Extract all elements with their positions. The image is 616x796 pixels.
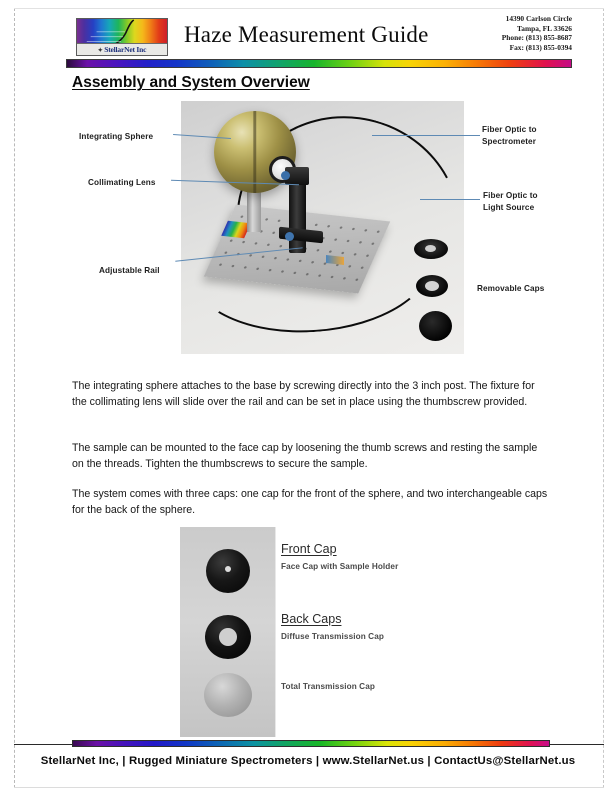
footer [0,755,616,767]
document-header [66,14,572,62]
cap-subtitle-total: Total Transmission Cap [281,682,375,691]
cap-image-front [206,549,250,593]
cap-title-back: Back Caps [281,612,342,626]
footer-separator-3: | [427,755,431,767]
callout-integrating-sphere: Integrating Sphere [79,132,154,141]
callout-fiber-spectrometer [482,124,537,147]
margin-guide-left [14,8,15,788]
callout-fiber-light-source [483,190,538,213]
logo-star-icon: ✦ [97,48,103,54]
callout-adjustable-rail: Adjustable Rail [99,266,160,275]
callout-fiber-spectrometer-line2: Spectrometer [482,136,536,146]
caps-photo [180,527,276,737]
callout-fiber-spectrometer-line1: Fiber Optic to [482,125,537,134]
footer-tagline: Rugged Miniature Spectrometers [128,755,313,767]
leader-line-fiber-spectrometer [372,135,480,136]
callout-fiber-light-source-line1: Fiber Optic to [483,191,538,200]
cap-title-front: Front Cap [281,542,337,556]
header-spectrum-divider [66,59,572,68]
contact-street: 14390 Carlson Circle [505,14,572,23]
contact-city: Tampa, FL 33626 [517,23,572,33]
margin-guide-bottom [14,787,604,788]
stellarnet-spectrum-logo [76,18,168,56]
leader-line-fiber-light-source [420,199,480,200]
cap-image-diffuse [205,615,251,659]
cap-subtitle-diffuse: Diffuse Transmission Cap [281,632,384,641]
footer-separator-1: | [122,755,126,767]
contact-fax: Fax: (813) 855-0394 [509,42,572,52]
footer-company: StellarNet Inc, [40,755,119,767]
footer-spectrum-bar [72,740,550,747]
logo-brand-text [77,43,167,55]
thumbscrew-upper [281,171,290,180]
footer-separator-2: | [315,755,320,767]
margin-guide-right [603,8,604,788]
page-title: Haze Measurement Guide [184,22,429,47]
margin-guide-top [14,8,604,9]
paragraph-sample-mounting: The sample can be mounted to the face cap by loosening the thumb screws and resting the sample on the threads. Tighten the thumbscrews to secure the sample. [72,442,538,471]
photo-cap-face [414,239,448,259]
photo-cap-total [419,311,452,341]
paragraph-caps-overview: The system comes with three caps: one cap for the front of the sphere, and two interchangeable caps for the back of the sphere. [72,488,548,517]
callout-collimating-lens: Collimating Lens [88,178,156,187]
cap-subtitle-front: Face Cap with Sample Holder [281,562,399,571]
contact-block [502,14,572,52]
cap-image-total [204,673,252,717]
section-heading: Assembly and System Overview [72,74,310,91]
thumbscrew-lower [285,232,294,241]
logo-brand-label: StellarNet Inc [104,45,147,54]
paragraph-assembly: The integrating sphere attaches to the base by screwing directly into the 3 inch post. The fixture for the collimating lens will slide over the rail and can be set in place using the thumbscrew provided. [72,380,535,409]
callout-removable-caps: Removable Caps [477,284,545,293]
photo-cap-diffuse [416,275,448,297]
contact-phone: Phone: (813) 855-8687 [501,33,572,43]
callout-fiber-light-source-line2: Light Source [483,202,535,212]
footer-email[interactable]: ContactUs@StellarNet.us [434,755,576,767]
footer-website[interactable]: www.StellarNet.us [322,755,425,767]
